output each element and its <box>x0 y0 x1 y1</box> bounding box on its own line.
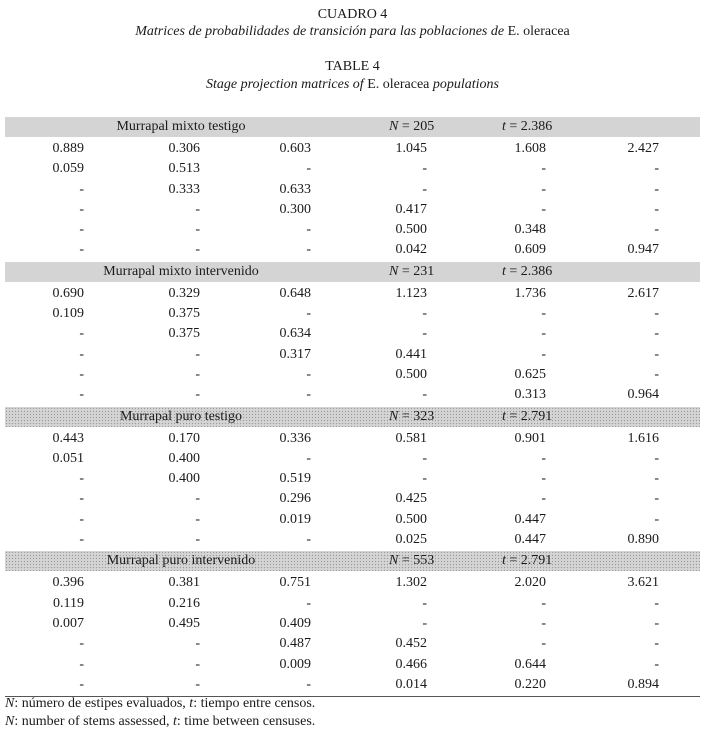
group-rows <box>5 282 700 407</box>
table-cell: 1.123 <box>395 285 427 301</box>
table-cell: - <box>654 222 659 238</box>
table-cell: 0.381 <box>168 575 200 591</box>
table-cell: - <box>654 346 659 362</box>
table-cell: 0.513 <box>168 161 200 177</box>
table-cell: - <box>79 532 84 548</box>
table-cell: 0.751 <box>279 575 311 591</box>
table-cell: - <box>79 201 84 217</box>
table-cell: 1.045 <box>395 141 427 156</box>
table-cell: 0.894 <box>627 676 659 692</box>
table-cell: - <box>654 636 659 652</box>
group-name: Murrapal mixto intervenido <box>103 263 259 279</box>
table-cell: - <box>541 181 546 197</box>
table-cell: - <box>541 595 546 611</box>
group-rows <box>5 427 700 552</box>
table-cell: 0.375 <box>168 326 200 342</box>
table-cell: 0.625 <box>514 366 546 382</box>
table-cell: 0.296 <box>279 491 311 507</box>
table-cell: - <box>79 222 84 238</box>
table-row <box>5 159 700 179</box>
group-name: Murrapal puro intervenido <box>106 553 256 569</box>
table-cell: 0.890 <box>627 532 659 548</box>
table-cell: 0.441 <box>395 346 427 362</box>
table-cell: - <box>306 306 311 322</box>
table-cell: 0.901 <box>514 430 546 446</box>
table-cell: - <box>541 471 546 487</box>
table-cell: - <box>306 676 311 692</box>
table-cell: - <box>422 326 427 342</box>
table-cell: - <box>79 636 84 652</box>
table-cell: - <box>654 471 659 487</box>
table-cell: - <box>541 615 546 631</box>
table-cell: 0.059 <box>52 161 84 177</box>
table-cell: - <box>654 181 659 197</box>
table-row <box>5 304 700 324</box>
table-cell: - <box>422 181 427 197</box>
table-cell: 0.633 <box>279 181 311 197</box>
table-row <box>5 655 700 675</box>
table-cell: 0.644 <box>514 656 546 672</box>
group-header <box>5 551 700 571</box>
table-cell: - <box>654 491 659 507</box>
group-header <box>5 407 700 427</box>
group-n: N = 231 <box>389 263 435 279</box>
table-cell: - <box>541 636 546 652</box>
table-cell: 0.889 <box>52 141 84 156</box>
table-cell: 0.170 <box>168 430 200 446</box>
table-cell: - <box>654 450 659 466</box>
table-cell: - <box>541 306 546 322</box>
group-header <box>5 262 700 282</box>
transition-matrix-table <box>5 117 700 697</box>
table-cell: 0.348 <box>514 222 546 238</box>
table-cell: 0.487 <box>279 636 311 652</box>
table-row <box>5 324 700 344</box>
table-cell: 0.495 <box>168 615 200 631</box>
table-cell: - <box>195 346 200 362</box>
table-row <box>5 573 700 593</box>
group-rows <box>5 571 700 697</box>
table-cell: - <box>306 532 311 548</box>
table-cell: - <box>422 595 427 611</box>
table-cell: - <box>654 615 659 631</box>
table-cell: 0.025 <box>395 532 427 548</box>
table-cell: - <box>79 656 84 672</box>
table-cell: - <box>195 636 200 652</box>
table-cell: - <box>306 222 311 238</box>
table-cell: - <box>79 471 84 487</box>
table-cell: 0.051 <box>52 450 84 466</box>
table-row <box>5 594 700 614</box>
table-notes <box>5 695 315 731</box>
group-t: t = 2.791 <box>502 553 553 569</box>
group-n: N = 553 <box>389 553 435 569</box>
table-cell: 0.400 <box>168 471 200 487</box>
table-cell: 0.947 <box>627 242 659 258</box>
table-row <box>5 284 700 304</box>
table-title: Stage projection matrices of E. oleracea populations <box>205 77 500 92</box>
table-cell: 0.400 <box>168 450 200 466</box>
table-cell: - <box>79 366 84 382</box>
table-cell: 2.427 <box>627 141 659 156</box>
table-cell: - <box>195 656 200 672</box>
group-n: N = 323 <box>389 408 435 424</box>
group-t: t = 2.386 <box>502 119 553 134</box>
table-row <box>5 200 700 220</box>
table-cell: 0.409 <box>279 615 311 631</box>
table-row <box>5 510 700 530</box>
cuadro-title: Matrices de probabilidades de transición para las poblaciones de E. oleracea <box>135 24 570 39</box>
table-row <box>5 449 700 469</box>
table-cell: 0.216 <box>168 595 200 611</box>
group-name: Murrapal mixto testigo <box>116 119 246 134</box>
table-cell: - <box>79 326 84 342</box>
table-row <box>5 429 700 449</box>
table-cell: 0.466 <box>395 656 427 672</box>
table-cell: 0.425 <box>395 491 427 507</box>
table-cell: - <box>541 491 546 507</box>
table-cell: 0.329 <box>168 285 200 301</box>
table-cell: 1.302 <box>395 575 427 591</box>
table-row <box>5 530 700 550</box>
table-cell: 0.519 <box>279 471 311 487</box>
group-n: N = 205 <box>389 119 435 134</box>
table-row <box>5 345 700 365</box>
table-row <box>5 385 700 405</box>
table-cell: 0.447 <box>514 511 546 527</box>
table-cell: - <box>422 306 427 322</box>
table-cell: 0.500 <box>395 222 427 238</box>
table-cell: - <box>79 181 84 197</box>
table-cell: - <box>195 511 200 527</box>
group-name: Murrapal puro testigo <box>119 408 243 424</box>
table-cell: - <box>422 161 427 177</box>
table-cell: - <box>195 387 200 403</box>
table-cell: 0.019 <box>279 511 311 527</box>
table-cell: 0.500 <box>395 511 427 527</box>
table-row <box>5 489 700 509</box>
note-spanish: N: número de estipes evaluados, t: tiempo entre censos. <box>5 696 316 711</box>
table-row <box>5 675 700 695</box>
table-cell: - <box>195 366 200 382</box>
table-row <box>5 220 700 240</box>
table-cell: - <box>654 511 659 527</box>
table-cell: - <box>422 615 427 631</box>
table-cell: 0.452 <box>395 636 427 652</box>
table-cell: - <box>195 242 200 258</box>
group-rows <box>5 137 700 262</box>
table-row <box>5 365 700 385</box>
table-row <box>5 139 700 159</box>
table-cell: - <box>422 450 427 466</box>
table-cell: 0.014 <box>395 676 427 692</box>
table-cell: - <box>306 595 311 611</box>
table-cell: - <box>79 387 84 403</box>
table-cell: - <box>195 532 200 548</box>
table-cell: - <box>306 366 311 382</box>
table-cell: 0.375 <box>168 306 200 322</box>
table-label: TABLE 4 <box>325 59 380 74</box>
table-cell: - <box>654 656 659 672</box>
table-cell: 0.313 <box>514 387 546 403</box>
table-cell: 0.609 <box>514 242 546 258</box>
table-cell: 0.009 <box>279 656 311 672</box>
table-row <box>5 240 700 260</box>
table-cell: 3.621 <box>627 575 659 591</box>
table-cell: 0.443 <box>52 430 84 446</box>
table-cell: - <box>79 491 84 507</box>
table-cell: 0.648 <box>279 285 311 301</box>
table-cell: - <box>195 201 200 217</box>
table-cell: - <box>541 346 546 362</box>
table-cell: - <box>422 387 427 403</box>
table-cell: - <box>195 222 200 238</box>
table-cell: - <box>306 387 311 403</box>
table-cell: 0.333 <box>168 181 200 197</box>
table-cell: - <box>195 491 200 507</box>
table-cell: 0.109 <box>52 306 84 322</box>
table-cell: - <box>654 306 659 322</box>
table-cell: 1.736 <box>514 285 546 301</box>
table-cell: 0.964 <box>627 387 659 403</box>
table-cell: - <box>654 201 659 217</box>
table-cell: 0.603 <box>279 141 311 156</box>
table-cell: - <box>79 346 84 362</box>
table-row <box>5 469 700 489</box>
table-cell: 0.317 <box>279 346 311 362</box>
table-cell: 0.396 <box>52 575 84 591</box>
table-cell: 0.042 <box>395 242 427 258</box>
note-english: N: number of stems assessed, t: time between censuses. <box>5 714 316 729</box>
table-cell: 0.007 <box>52 615 84 631</box>
table-row <box>5 614 700 634</box>
table-cell: - <box>541 201 546 217</box>
table-cell: - <box>654 161 659 177</box>
table-row <box>5 634 700 654</box>
group-t: t = 2.791 <box>502 408 553 424</box>
table-cell: 0.119 <box>53 595 84 611</box>
table-cell: - <box>79 511 84 527</box>
table-cell: 0.634 <box>279 326 311 342</box>
group-t: t = 2.386 <box>502 263 553 279</box>
table-cell: - <box>541 161 546 177</box>
table-cell: 0.336 <box>279 430 311 446</box>
table-cell: 1.608 <box>514 141 546 156</box>
table-cell: 0.500 <box>395 366 427 382</box>
table-cell: 0.417 <box>395 201 427 217</box>
table-cell: 0.447 <box>514 532 546 548</box>
table-cell: 0.306 <box>168 141 200 156</box>
table-cell: - <box>306 161 311 177</box>
table-cell: - <box>654 326 659 342</box>
cuadro-label: CUADRO 4 <box>317 7 388 22</box>
table-cell: - <box>654 366 659 382</box>
table-cell: - <box>541 326 546 342</box>
table-cell: - <box>306 242 311 258</box>
table-cell: 0.581 <box>395 430 427 446</box>
table-cell: - <box>79 676 84 692</box>
table-cell: - <box>654 595 659 611</box>
table-cell: 0.220 <box>514 676 546 692</box>
table-cell: - <box>541 450 546 466</box>
table-cell: 0.300 <box>279 201 311 217</box>
group-header <box>5 117 700 137</box>
table-cell: - <box>422 471 427 487</box>
table-cell: - <box>79 242 84 258</box>
table-cell: 1.616 <box>627 430 659 446</box>
table-cell: 0.690 <box>52 285 84 301</box>
table-cell: 2.617 <box>627 285 659 301</box>
table-cell: 2.020 <box>514 575 546 591</box>
table-cell: - <box>195 676 200 692</box>
table-row <box>5 180 700 200</box>
table-cell: - <box>306 450 311 466</box>
